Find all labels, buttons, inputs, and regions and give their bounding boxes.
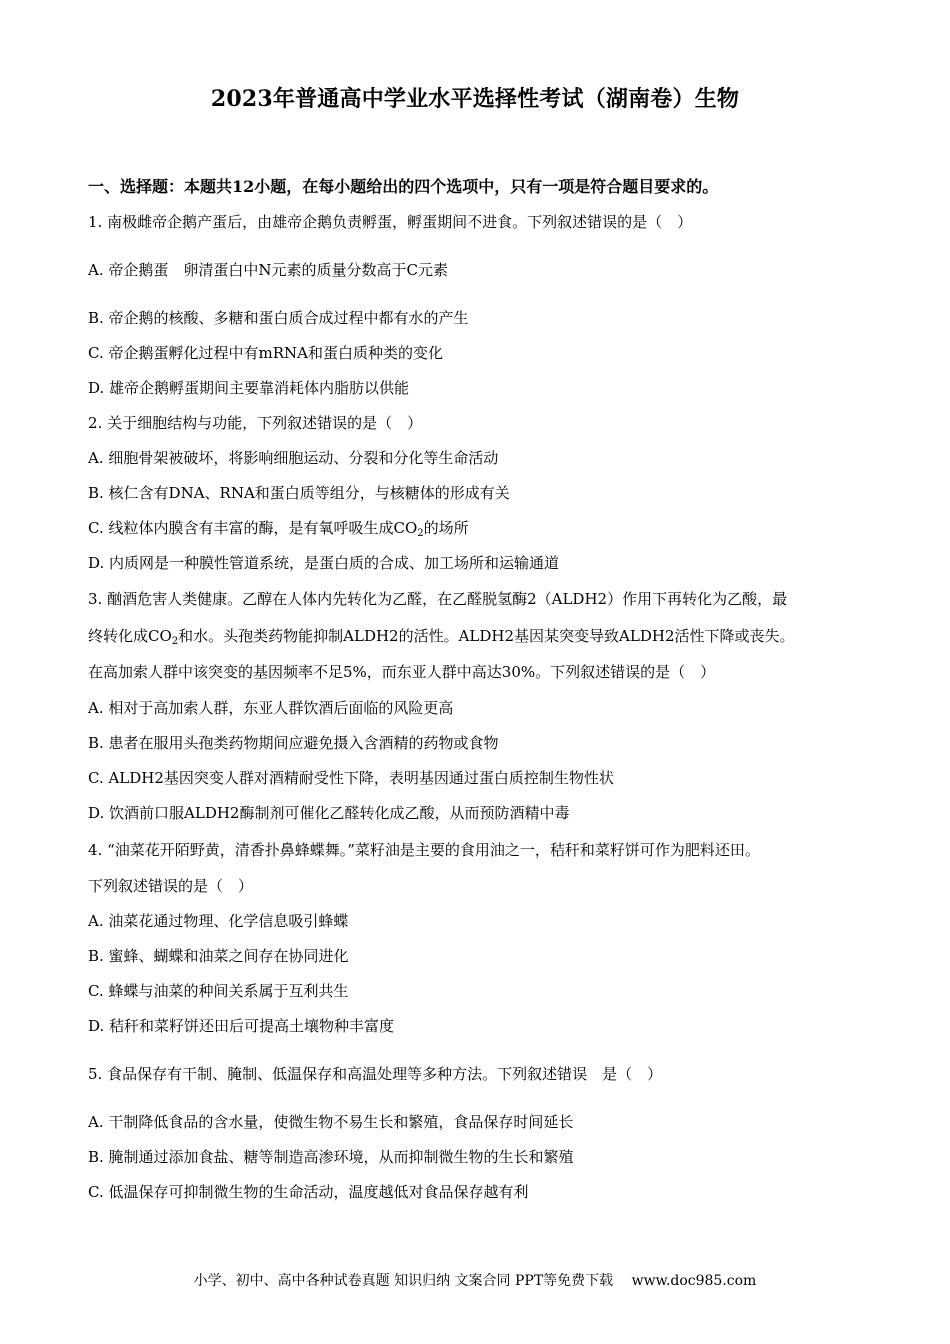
exam-title: 2023年普通高中学业水平选择性考试（湖南卷）生物 (210, 86, 740, 112)
q4-option-a: A. 油菜花通过物理、化学信息吸引蜂蝶 (88, 912, 349, 930)
q1-option-d: D. 雄帝企鹅孵蛋期间主要靠消耗体内脂肪以供能 (88, 379, 410, 397)
q3-option-d: D. 饮酒前口服ALDH2酶制剂可催化乙醛转化成乙酸，从而预防酒精中毒 (88, 804, 570, 822)
q5-option-a: A. 干制降低食品的含水量，使微生物不易生长和繁殖，食品保存时间延长 (88, 1113, 574, 1131)
page-footer: 小学、初中、高中各种试卷真题 知识归纳 文案合同 PPT等免费下载 www.doc985.com (193, 1273, 757, 1289)
q1-option-b: B. 帝企鹅的核酸、多糖和蛋白质合成过程中都有水的产生 (88, 309, 469, 327)
q1-option-a: A. 帝企鹅蛋 卵清蛋白中N元素的质量分数高于C元素 (88, 261, 448, 279)
q5-stem: 5. 食品保存有干制、腌制、低温保存和高温处理等多种方法。下列叙述错误 是（ ） (88, 1065, 663, 1083)
q4-stem-line1: 4. “油菜花开陌野黄，清香扑鼻蜂蝶舞。”菜籽油是主要的食用油之一，秸秆和菜籽饼可作为肥料还田。 (88, 841, 760, 859)
q3-stem-line2 (88, 626, 795, 646)
q4-option-d: D. 秸秆和菜籽饼还田后可提高土壤物种丰富度 (88, 1017, 395, 1035)
subscript-2: 2 (171, 636, 179, 647)
q2-option-c (88, 518, 469, 538)
subscript-2: 2 (417, 528, 424, 539)
q3-stem-line2-tail: 和水。头孢类药物能抑制ALDH2的活性。ALDH2基因某突变导致ALDH2活性下降或丧失。 (178, 627, 795, 645)
q2-stem: 2. 关于细胞结构与功能，下列叙述错误的是（ ） (88, 414, 423, 432)
q2-option-d: D. 内质网是一种膜性管道系统，是蛋白质的合成、加工场所和运输通道 (88, 554, 560, 572)
q3-stem-line1: 3. 酗酒危害人类健康。乙醇在人体内先转化为乙醛，在乙醛脱氢酶2（ALDH2）作用下再转化为乙酸，最 (88, 590, 788, 608)
q1-option-c: C. 帝企鹅蛋孵化过程中有mRNA和蛋白质种类的变化 (88, 344, 443, 362)
section-heading: 一、选择题：本题共12小题，在每小题给出的四个选项中，只有一项是符合题目要求的。 (88, 177, 719, 196)
q4-stem-line2: 下列叙述错误的是（ ） (88, 877, 254, 895)
q3-option-c: C. ALDH2基因突变人群对酒精耐受性下降，表明基因通过蛋白质控制生物性状 (88, 769, 614, 787)
q3-option-a: A. 相对于高加索人群，东亚人群饮酒后面临的风险更高 (88, 699, 454, 717)
q3-stem-line3: 在高加索人群中该突变的基因频率不足5%，而东亚人群中高达30%。下列叙述错误的是（ ） (88, 663, 716, 681)
q2-option-c-text: C. 线粒体内膜含有丰富的酶，是有氧呼吸生成CO (88, 519, 418, 537)
q4-option-b: B. 蜜蜂、蝴蝶和油菜之间存在协同进化 (88, 947, 349, 965)
q5-option-c: C. 低温保存可抑制微生物的生命活动，温度越低对食品保存越有利 (88, 1183, 529, 1201)
q2-option-b: B. 核仁含有DNA、RNA和蛋白质等组分，与核糖体的形成有关 (88, 484, 510, 502)
q2-option-a: A. 细胞骨架被破坏，将影响细胞运动、分裂和分化等生命活动 (88, 449, 499, 467)
q1-stem: 1. 南极雌帝企鹅产蛋后，由雄帝企鹅负责孵蛋，孵蛋期间不进食。下列叙述错误的是（ ） (88, 213, 693, 231)
q3-option-b: B. 患者在服用头孢类药物期间应避免摄入含酒精的药物或食物 (88, 734, 499, 752)
q4-option-c: C. 蜂蝶与油菜的种间关系属于互利共生 (88, 982, 349, 1000)
q5-option-b: B. 腌制通过添加食盐、糖等制造高渗环境，从而抑制微生物的生长和繁殖 (88, 1148, 574, 1166)
q3-stem-line2-text: 终转化成CO (88, 627, 172, 645)
q2-option-c-tail: 的场所 (423, 519, 469, 537)
